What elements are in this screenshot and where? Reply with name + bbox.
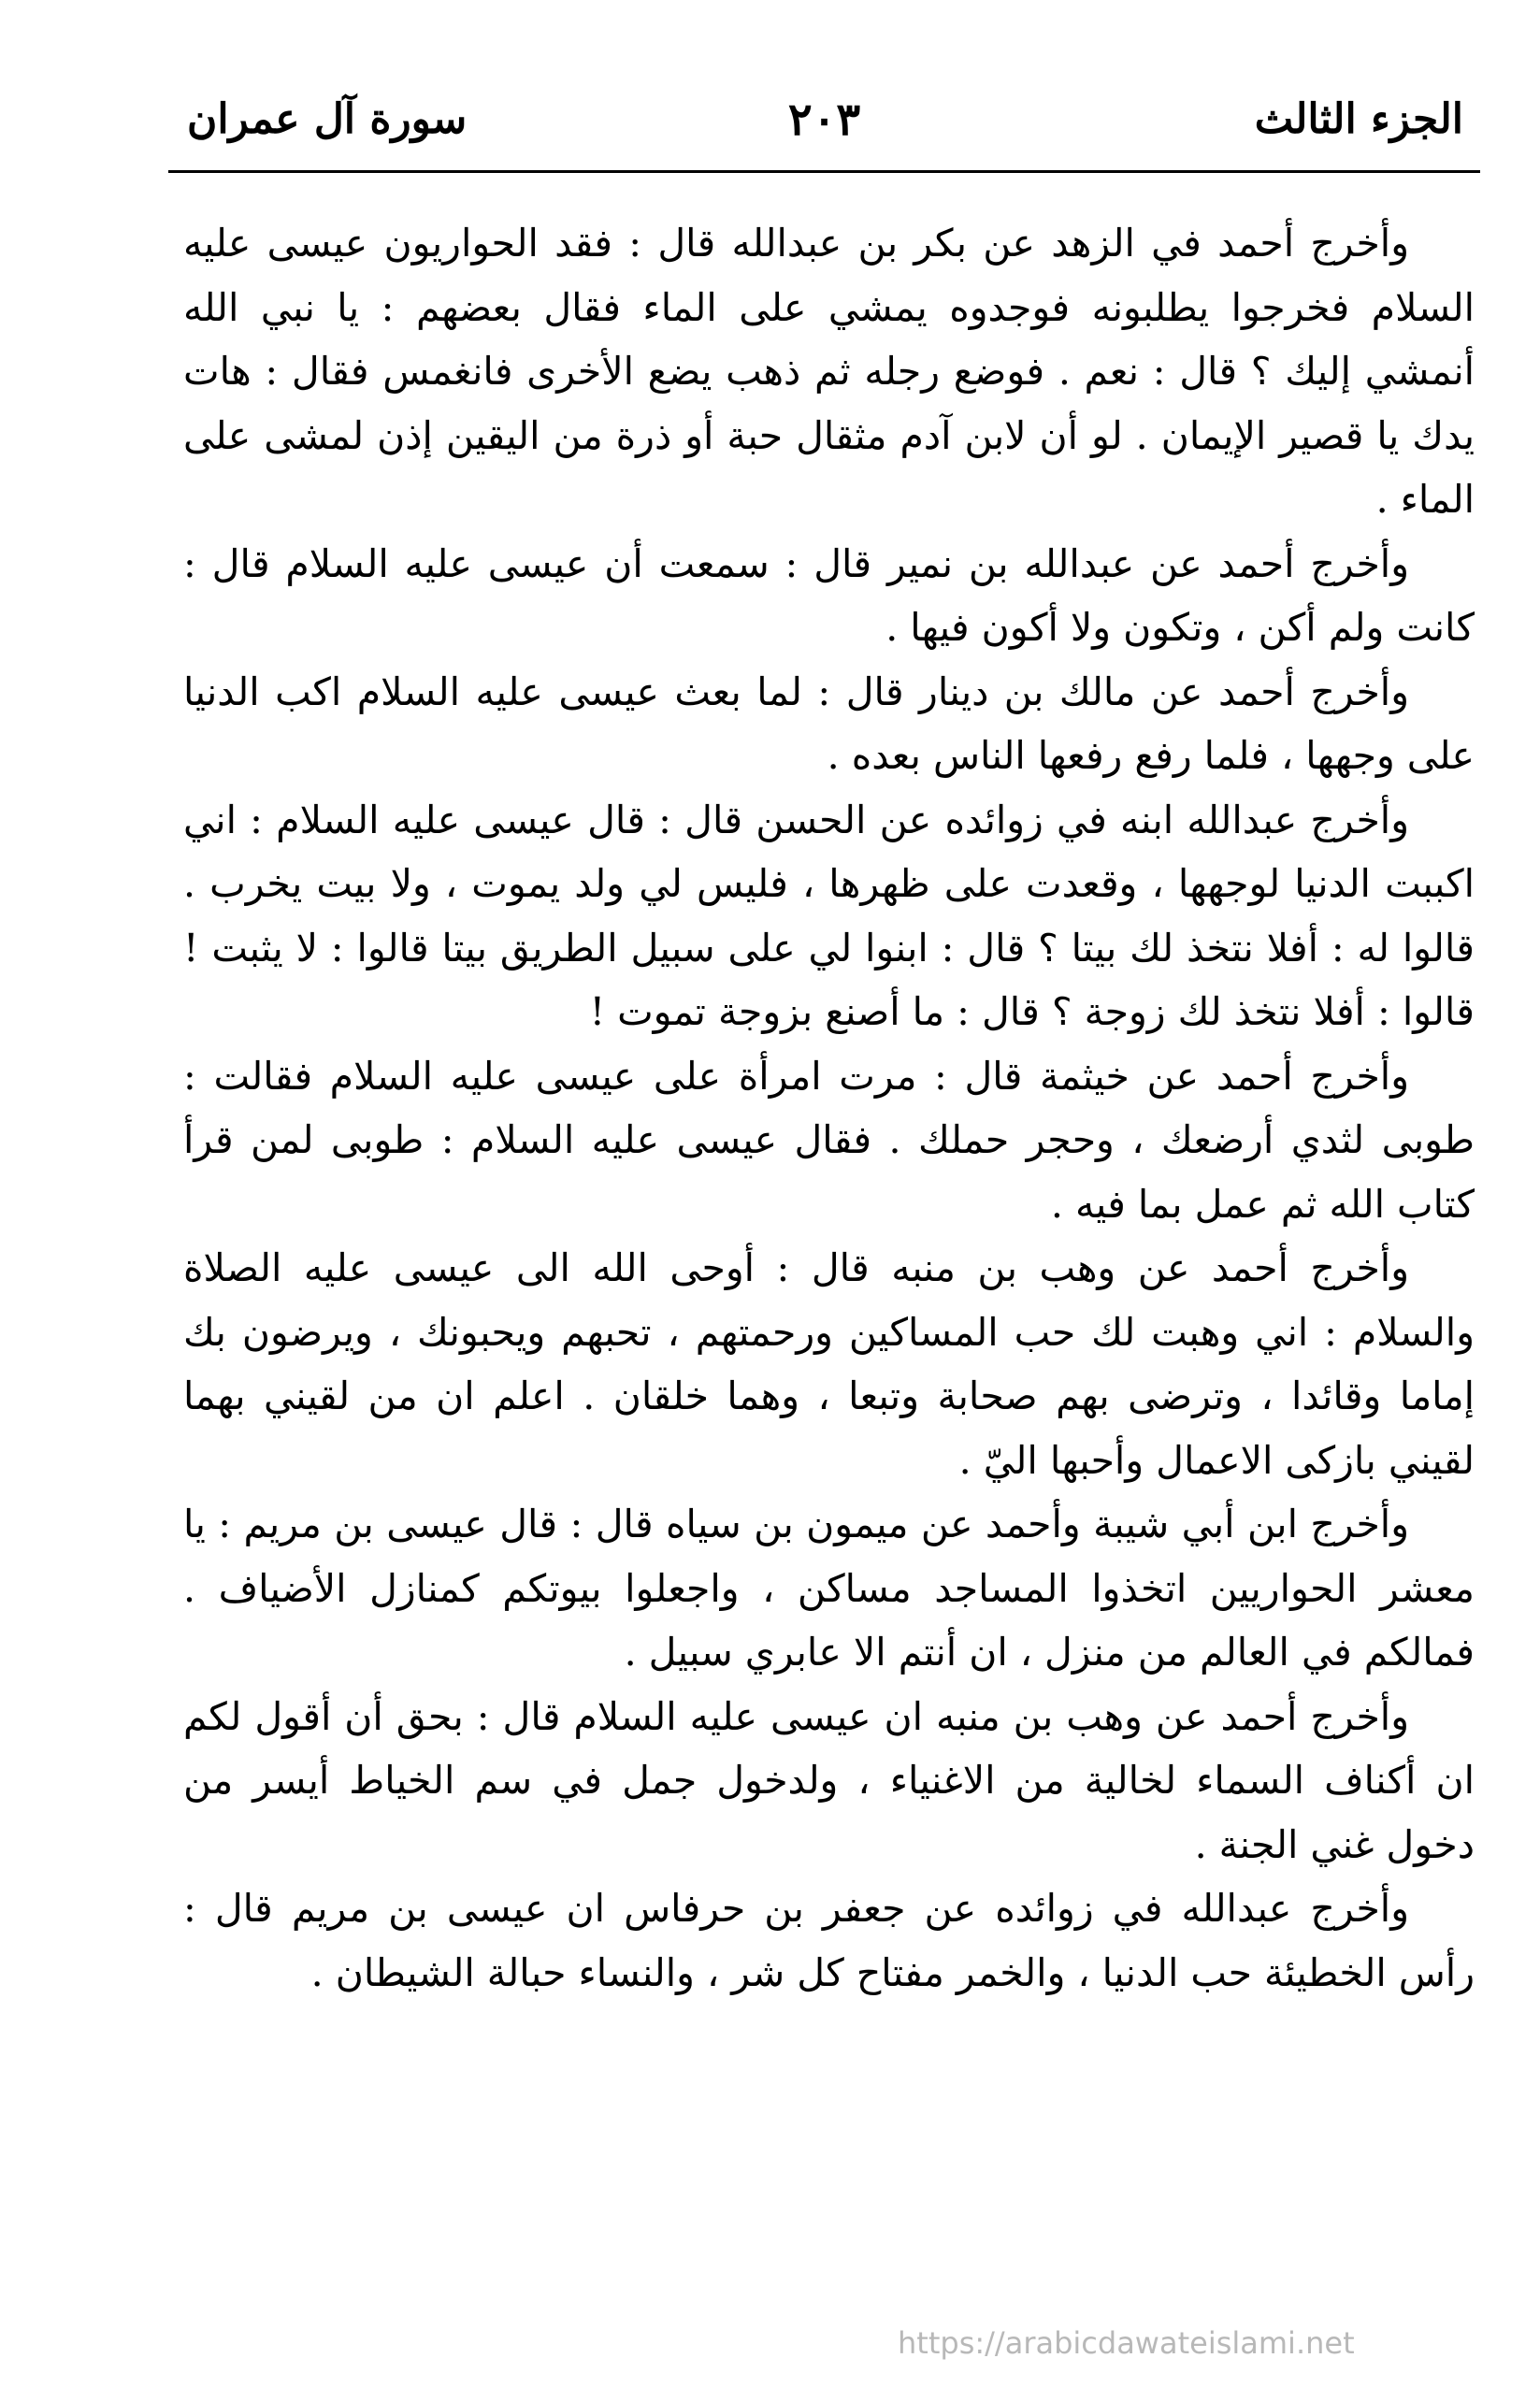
paragraph: وأخرج أحمد عن وهب بن منبه قال : أوحى الله الى عيسى عليه الصلاة والسلام : اني وهبت لك حب المساكين ورحمتهم ، تحبهم ويحبونك ، ويرضون بك إماما وقائدا ، وترضى بهم صحابة وتبعا ، وهما خلقان . اعلم ان من لقيني بهما لقيني بازكى الاعمال وأحبها اليّ . [183, 1245, 1475, 1483]
paragraph: وأخرج أحمد عن عبدالله بن نمير قال : سمعت أن عيسى عليه السلام قال : كانت ولم أكن ، وتكون ولا أكون فيها . [183, 540, 1475, 650]
paragraph: وأخرج ابن أبي شيبة وأحمد عن ميمون بن سياه قال : قال عيسى بن مريم : يا معشر الحواريين اتخذوا المساجد مساكن ، واجعلوا بيوتكم كمنازل الأضياف . فمالكم في العالم من منزل ، ان أنتم الا عابري سبيل . [183, 1502, 1475, 1675]
paragraph: وأخرج أحمد في الزهد عن بكر بن عبدالله قال : فقد الحواريون عيسى عليه السلام فخرجوا يطلبونه فوجدوه يمشي على الماء فقال بعضهم : يا نبي الله أنمشي إليك ؟ قال : نعم . فوضع رجله ثم ذهب يضع الأخرى فانغمس فقال : هات يدك يا قصير الإيمان . لو أن لابن آدم مثقال حبة أو ذرة من اليقين إذن لمشى على الماء . [183, 221, 1475, 522]
paragraph: وأخرج أحمد عن خيثمة قال : مرت امرأة على عيسى عليه السلام فقالت : طوبى لثدي أرضعك ، وحجر حملك . فقال عيسى عليه السلام : طوبى لمن قرأ كتاب الله ثم عمل بما فيه . [183, 1053, 1475, 1227]
paragraph: وأخرج أحمد عن مالك بن دينار قال : لما بعث عيسى عليه السلام اكب الدنيا على وجهها ، فلما رفع رفعها الناس بعده . [183, 669, 1475, 778]
surah-title: سورة آل عمران [187, 95, 468, 143]
running-header [168, 82, 1480, 157]
paragraph: وأخرج عبدالله في زوائده عن جعفر بن حرفاس ان عيسى بن مريم قال : رأس الخطيئة حب الدنيا ، والخمر مفتاح كل شر ، والنساء حبالة الشيطان . [183, 1886, 1475, 1995]
watermark-url: https://arabicdawateislami.net [898, 2325, 1355, 2361]
paragraph: وأخرج أحمد عن وهب بن منبه ان عيسى عليه السلام قال : بحق أن أقول لكم ان أكناف السماء لخالية من الاغنياء ، ولدخول جمل في سم الخياط أيسر من دخول غني الجنة . [183, 1693, 1475, 1867]
page-number: ٢٠٣ [787, 93, 861, 146]
header-rule [168, 170, 1480, 173]
page-body [183, 211, 1475, 2005]
part-title: الجزء الثالث [1254, 95, 1463, 143]
paragraph: وأخرج عبدالله ابنه في زوائده عن الحسن قال : قال عيسى عليه السلام : اني اكببت الدنيا لوجهها ، وقعدت على ظهرها ، فليس لي ولد يموت ، ولا بيت يخرب . قالوا له : أفلا نتخذ لك بيتا ؟ قال : ابنوا لي على سبيل الطريق بيتا قالوا : لا يثبت ! قالوا : أفلا نتخذ لك زوجة ؟ قال : ما أصنع بزوجة تموت ! [183, 797, 1475, 1034]
